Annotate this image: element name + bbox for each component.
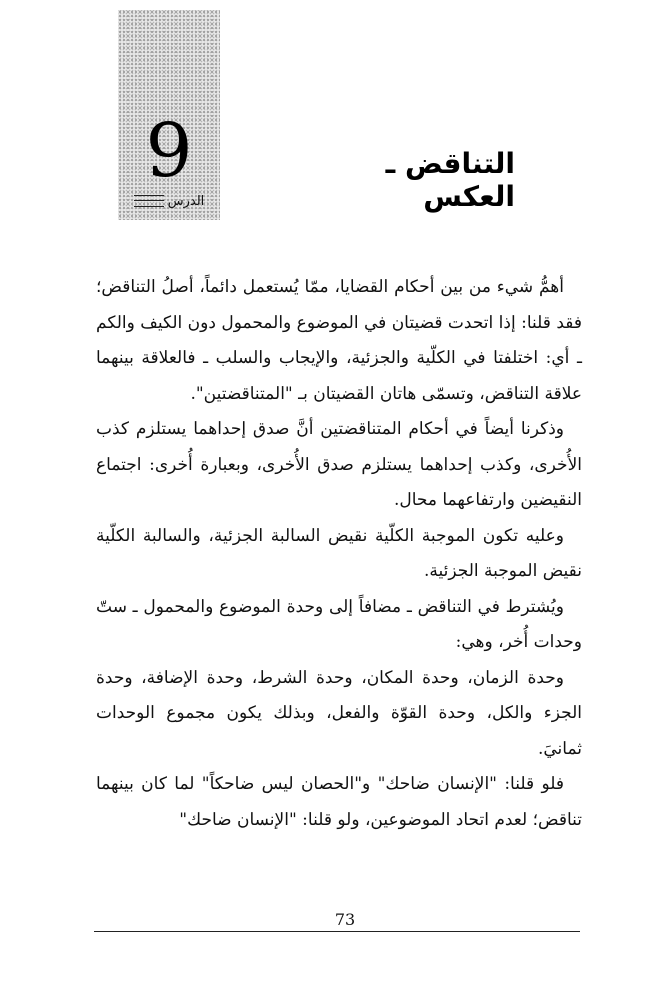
paragraph: ويُشترط في التناقض ـ مضافاً إلى وحدة الموضوع والمحمول ـ ستّ وحدات أُخر، وهي: — [96, 596, 582, 652]
footer-rule — [94, 931, 580, 932]
decorative-lines-icon — [134, 195, 164, 207]
chapter-caption-text: الدرس — [167, 193, 205, 209]
chapter-number: 9 — [145, 108, 193, 194]
page-number: 73 — [334, 910, 356, 929]
chapter-badge — [118, 10, 220, 220]
chapter-title: التناقض ـ العكس — [385, 147, 515, 213]
body-text — [96, 270, 582, 838]
paragraph: وعليه تكون الموجبة الكلّية نقيض السالبة الجزئية، والسالبة الكلّية نقيض الموجبة الجزئية. — [96, 525, 582, 581]
chapter-caption — [118, 188, 220, 214]
paragraph: وذكرنا أيضاً في أحكام المتناقضتين أنَّ صدق إحداهما يستلزم كذب الأُخرى، وكذب إحداهما يستلزم صدق الأُخرى، وبعبارة أُخرى: اجتماع النقيضين وارتفاعهما محال. — [96, 419, 582, 510]
paragraph: وحدة الزمان، وحدة المكان، وحدة الشرط، وحدة الإضافة، وحدة الجزء والكل، وحدة القوّة والفعل، وبذلك يكون مجموع الوحدات ثمانيَ. — [96, 667, 582, 759]
paragraph: فلو قلنا: "الإنسان ضاحك" و"الحصان ليس ضاحكاً" لما كان بينهما تناقض؛ لعدم اتحاد الموضوعين، ولو قلنا: "الإنسان ضاحك" — [96, 774, 582, 830]
paragraph: أهمُّ شيء من بين أحكام القضايا، ممّا يُستعمل دائماً، أصلُ التناقض؛ فقد قلنا: إذا اتحدت قضيتان في الموضوع والمحمول دون الكيف والكم ـ أي: اختلفتا في الكلّية والجزئية، والإيجاب والسلب ـ فالعلاقة بينهما علاقة التناقض، وتسمّى هاتان القضيتان بـ "المتناقضتين". — [96, 277, 582, 404]
